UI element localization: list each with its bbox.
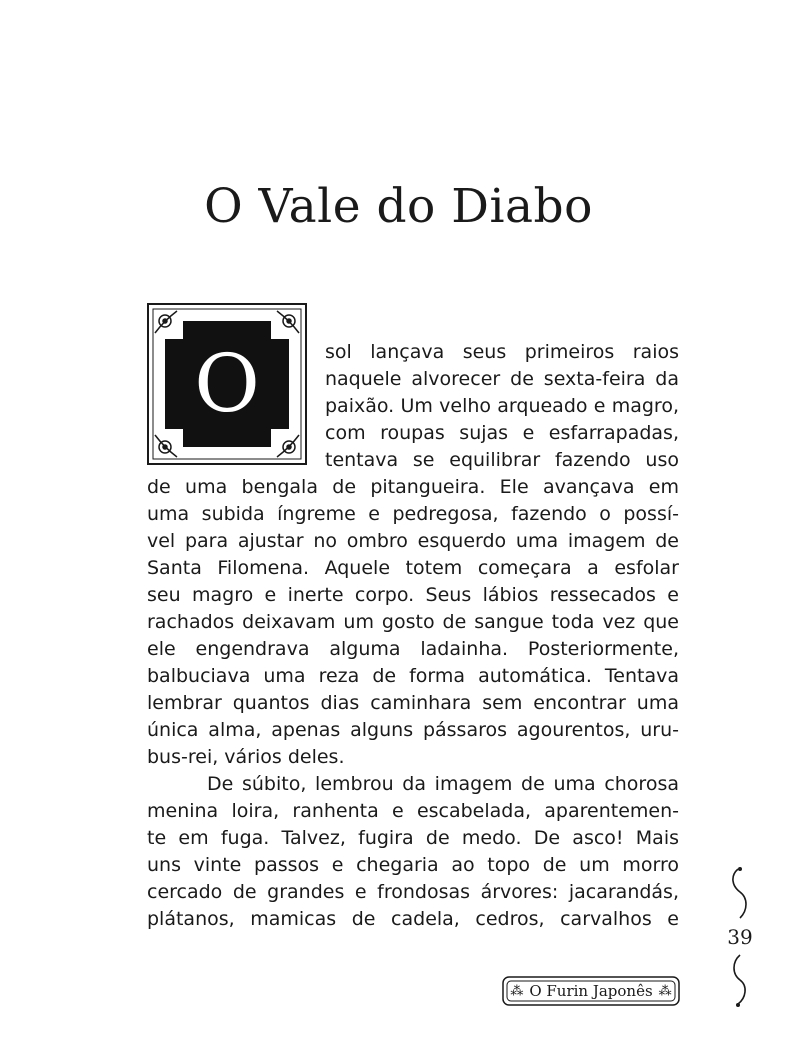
page-number: 39 [727,925,753,949]
text-line: balbuciava uma reza de forma automática. Tentava [147,665,679,687]
text-line: vel para ajustar no ombro esquerdo uma imagem de [147,530,679,552]
text-line: única alma, apenas alguns pássaros agourentos, uru- [147,719,679,741]
text-line: De súbito, lembrou da imagem de uma chorosa [207,773,679,795]
book-title-badge [502,976,680,1006]
text-line: ele engendrava alguma ladainha. Posteriormente, [147,638,679,660]
chapter-title: O Vale do Diabo [204,179,593,235]
text-line: de uma bengala de pitangueira. Ele avançava em [147,476,679,498]
body-text [147,474,679,933]
text-line: com roupas sujas e esfarrapadas, [325,422,679,444]
text-line: lembrar quantos dias caminhara sem encontrar uma [147,692,679,714]
text-line: menina loira, ranhenta e escabelada, aparentemen- [147,800,679,822]
drop-cap [147,303,307,465]
text-line: plátanos, mamicas de cadela, cedros, carvalhos e [147,908,679,930]
drop-cap-letter: O [194,337,260,430]
text-line: paixão. Um velho arqueado e magro, [325,395,679,417]
text-line: cercado de grandes e frondosas árvores: jacarandás, [147,881,679,903]
text-line: rachados deixavam um gosto de sangue toda vez que [147,611,679,633]
text-line: uma subida íngreme e pedregosa, fazendo o possí- [147,503,679,525]
indented-paragraph-lines [325,339,679,474]
book-title: O Furin Japonês [529,982,653,1000]
text-line: seu magro e inerte corpo. Seus lábios ressecados e [147,584,679,606]
asterism-icon: ⁂ [658,983,672,999]
text-line: Santa Filomena. Aquele totem começara a esfolar [147,557,679,579]
text-line: naquele alvorecer de sexta-feira da [325,368,679,390]
text-line: te em fuga. Talvez, fugira de medo. De asco! Mais [147,827,679,849]
text-line: bus-rei, vários deles. [147,746,345,768]
text-line: tentava se equilibrar fazendo uso [325,449,679,471]
text-line: sol lançava seus primeiros raios [325,341,679,363]
asterism-icon: ⁂ [510,983,524,999]
swirl-ornament-icon [728,866,752,922]
swirl-ornament-icon [728,952,752,1008]
text-line: uns vinte passos e chegaria ao topo de um morro [147,854,679,876]
